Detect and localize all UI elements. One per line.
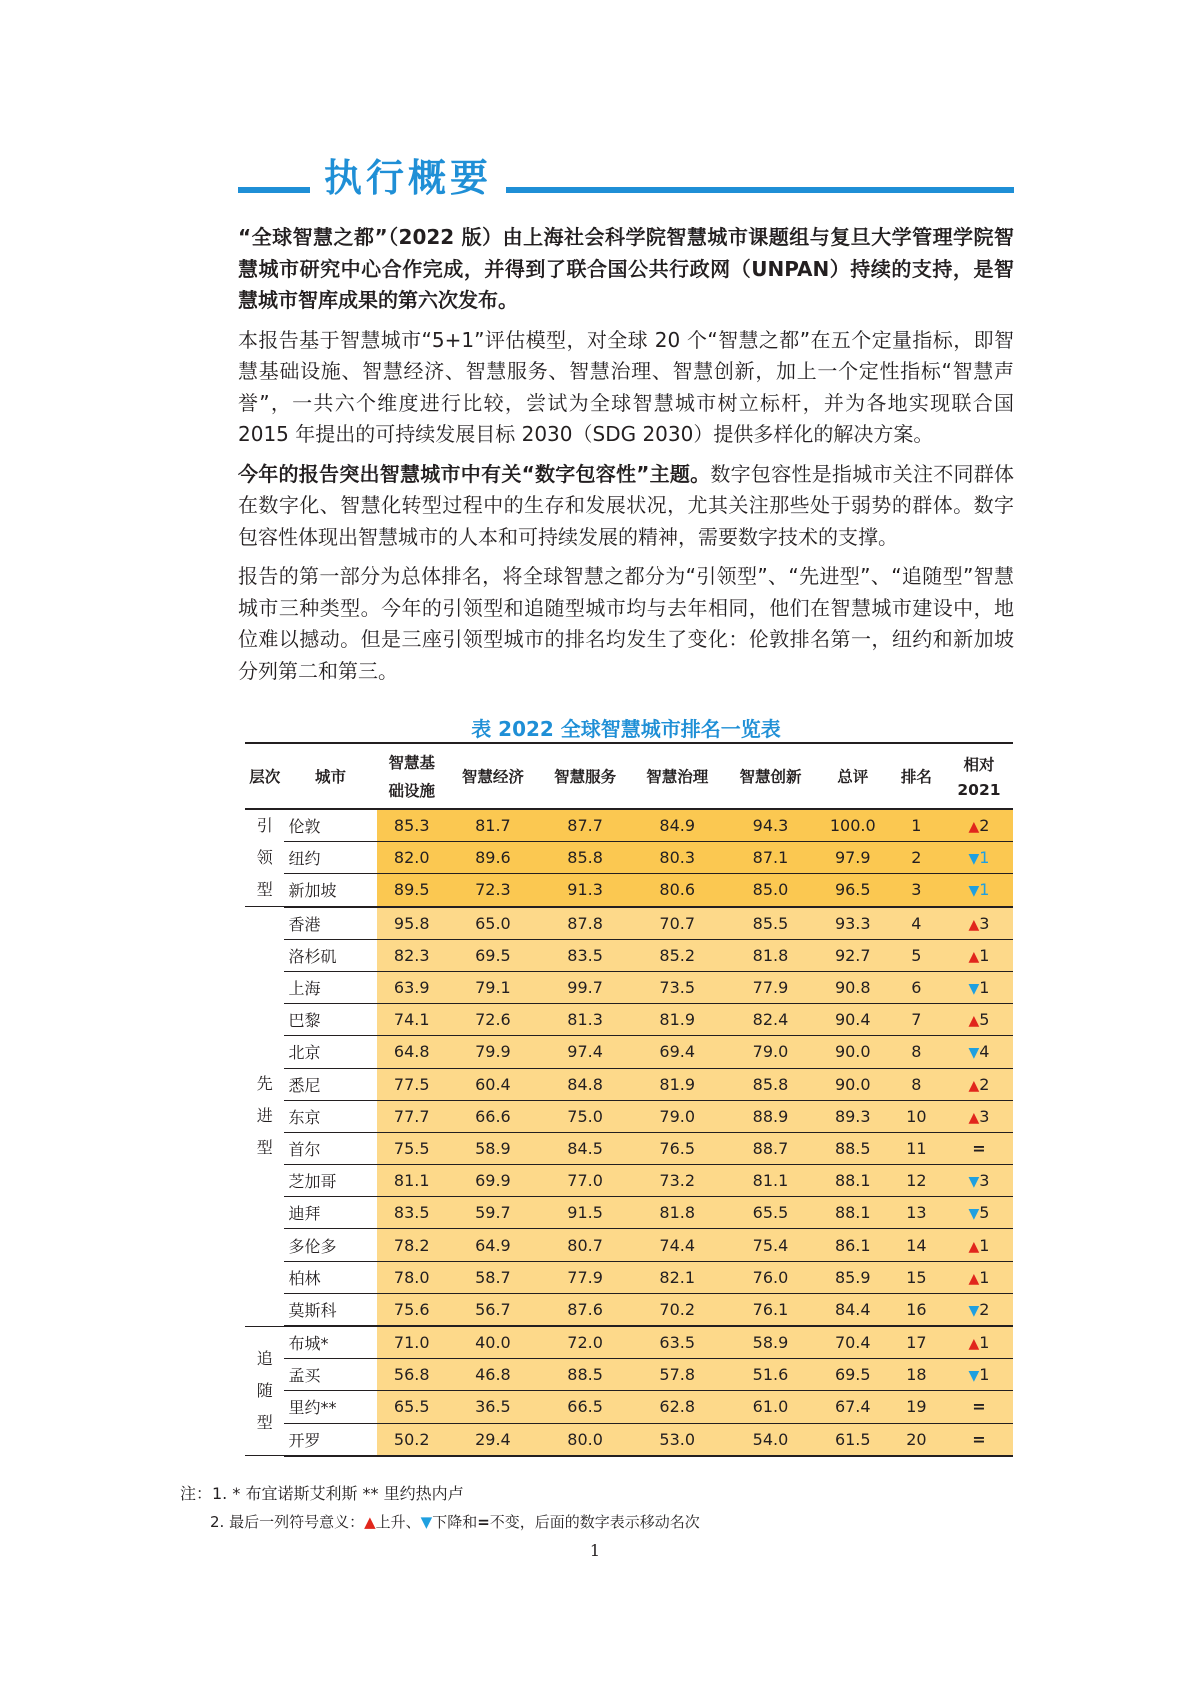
cell-service: 66.5 [539, 1391, 631, 1423]
header-rank: 排名 [888, 743, 945, 809]
cell-infra: 85.3 [377, 809, 447, 842]
cell-rank: 12 [888, 1165, 945, 1197]
paragraph-model: 本报告基于智慧城市“5+1”评估模型，对全球 20 个“智慧之都”在五个定量指标，即智慧基础设施、智慧经济、智慧服务、智慧治理、智慧创新，加上一个定性指标“智慧声誉”，一共六个维度进行比较，尝试为全球智慧城市树立标杆，并为各地实现联合国 2015 年提出的可持续发展目标 2030（SDG 2030）提供多样化的解决方案。 [238, 327, 1014, 446]
city-name: 悉尼 [284, 1068, 376, 1100]
equal-sign-icon: = [477, 1513, 490, 1531]
cell-change [945, 1004, 1013, 1036]
cell-service: 77.9 [539, 1261, 631, 1293]
table-notes [180, 1480, 700, 1536]
cell-service: 84.8 [539, 1068, 631, 1100]
city-name: 伦敦 [284, 809, 376, 842]
cell-rank: 3 [888, 874, 945, 907]
cell-governance: 79.0 [631, 1100, 723, 1132]
cell-innovation: 76.0 [723, 1261, 817, 1293]
header-infra [377, 743, 447, 809]
cell-governance: 76.5 [631, 1132, 723, 1164]
cell-innovation: 94.3 [723, 809, 817, 842]
cell-change [945, 1068, 1013, 1100]
header-relative-line2: 2021 [957, 781, 1001, 799]
cell-infra: 95.8 [377, 907, 447, 940]
change-value: 1 [979, 978, 990, 998]
city-name: 柏林 [284, 1261, 376, 1293]
cell-rank: 13 [888, 1197, 945, 1229]
cell-service: 87.8 [539, 907, 631, 940]
cell-governance: 81.8 [631, 1197, 723, 1229]
cell-governance: 85.2 [631, 939, 723, 971]
cell-innovation: 54.0 [723, 1423, 817, 1456]
up-triangle-icon: ▲ [968, 1270, 980, 1287]
table-row [245, 1229, 1013, 1261]
tier-char: 引 [256, 816, 273, 836]
table-row [245, 907, 1013, 940]
up-triangle-icon: ▲ [968, 916, 980, 933]
cell-infra: 77.5 [377, 1068, 447, 1100]
cell-innovation: 82.4 [723, 1004, 817, 1036]
cell-governance: 84.9 [631, 809, 723, 842]
cell-change [945, 1197, 1013, 1229]
header-relative-line1: 相对 [963, 756, 995, 774]
cell-economy: 81.7 [447, 809, 539, 842]
cell-economy: 40.0 [447, 1326, 539, 1359]
cell-rank: 5 [888, 939, 945, 971]
cell-infra: 75.5 [377, 1132, 447, 1164]
equal-sign-icon: = [972, 1429, 986, 1449]
cell-change [945, 1100, 1013, 1132]
cell-change [945, 1293, 1013, 1326]
cell-change [945, 1359, 1013, 1391]
cell-governance: 69.4 [631, 1036, 723, 1068]
table-row [245, 1197, 1013, 1229]
header-city: 城市 [284, 743, 376, 809]
cell-innovation: 88.7 [723, 1132, 817, 1164]
header-innovation: 智慧创新 [723, 743, 817, 809]
tier-char: 型 [256, 880, 273, 900]
note-line-2 [180, 1508, 700, 1536]
cell-total: 85.9 [818, 1261, 888, 1293]
cell-change [945, 939, 1013, 971]
cell-total: 88.1 [818, 1197, 888, 1229]
cell-rank: 14 [888, 1229, 945, 1261]
cell-rank: 8 [888, 1068, 945, 1100]
cell-total: 86.1 [818, 1229, 888, 1261]
cell-economy: 46.8 [447, 1359, 539, 1391]
summary-body [238, 222, 1014, 695]
change-value: 4 [979, 1042, 990, 1062]
cell-change [945, 1261, 1013, 1293]
up-triangle-icon: ▲ [968, 1013, 980, 1030]
tier-label-advanced [245, 907, 284, 1326]
header-economy: 智慧经济 [447, 743, 539, 809]
cell-infra: 89.5 [377, 874, 447, 907]
cell-change [945, 907, 1013, 940]
cell-total: 90.0 [818, 1036, 888, 1068]
cell-economy: 72.6 [447, 1004, 539, 1036]
cell-rank: 20 [888, 1423, 945, 1456]
cell-change [945, 1391, 1013, 1423]
change-value: 3 [979, 1171, 990, 1191]
table-row [245, 1004, 1013, 1036]
cell-service: 75.0 [539, 1100, 631, 1132]
cell-innovation: 87.1 [723, 842, 817, 874]
cell-total: 88.5 [818, 1132, 888, 1164]
table-row [245, 971, 1013, 1003]
cell-governance: 80.3 [631, 842, 723, 874]
cell-rank: 2 [888, 842, 945, 874]
cell-economy: 36.5 [447, 1391, 539, 1423]
cell-innovation: 85.5 [723, 907, 817, 940]
paragraph-ranking: 报告的第一部分为总体排名，将全球智慧之都分为“引领型”、“先进型”、“追随型”智慧城市三种类型。今年的引领型和追随型城市均与去年相同，他们在智慧城市建设中，地位难以撼动。但是三座引领型城市的排名均发生了变化：伦敦排名第一，纽约和新加坡分列第二和第三。 [238, 564, 1014, 683]
down-triangle-icon: ▼ [968, 1174, 980, 1191]
cell-infra: 77.7 [377, 1100, 447, 1132]
table-row [245, 1423, 1013, 1456]
cell-rank: 1 [888, 809, 945, 842]
cell-total: 90.4 [818, 1004, 888, 1036]
cell-infra: 82.0 [377, 842, 447, 874]
cell-economy: 64.9 [447, 1229, 539, 1261]
city-name: 北京 [284, 1036, 376, 1068]
change-value: 1 [979, 1235, 990, 1255]
up-triangle-icon: ▲ [968, 1238, 980, 1255]
page-number: 1 [589, 1541, 601, 1560]
down-triangle-icon: ▼ [968, 981, 980, 998]
table-row [245, 1326, 1013, 1359]
cell-total: 89.3 [818, 1100, 888, 1132]
city-name: 纽约 [284, 842, 376, 874]
cell-service: 80.7 [539, 1229, 631, 1261]
cell-rank: 15 [888, 1261, 945, 1293]
cell-economy: 72.3 [447, 874, 539, 907]
cell-infra: 65.5 [377, 1391, 447, 1423]
up-triangle-icon: ▲ [968, 1336, 980, 1353]
cell-change [945, 1423, 1013, 1456]
cell-infra: 78.0 [377, 1261, 447, 1293]
cell-rank: 17 [888, 1326, 945, 1359]
down-triangle-icon: ▼ [968, 1302, 980, 1319]
cell-service: 85.8 [539, 842, 631, 874]
cell-change [945, 1326, 1013, 1359]
cell-total: 97.9 [818, 842, 888, 874]
cell-service: 83.5 [539, 939, 631, 971]
up-triangle-icon: ▲ [364, 1513, 376, 1531]
city-name: 香港 [284, 907, 376, 940]
tier-char: 型 [256, 1138, 273, 1158]
cell-rank: 10 [888, 1100, 945, 1132]
cell-service: 91.3 [539, 874, 631, 907]
cell-innovation: 79.0 [723, 1036, 817, 1068]
cell-total: 88.1 [818, 1165, 888, 1197]
cell-change [945, 842, 1013, 874]
cell-innovation: 65.5 [723, 1197, 817, 1229]
note-legend-prefix: 2. 最后一列符号意义： [210, 1513, 365, 1531]
table-row [245, 1391, 1013, 1423]
change-value: 1 [979, 945, 990, 965]
cell-total: 84.4 [818, 1293, 888, 1326]
table-row [245, 1293, 1013, 1326]
tier-char: 先 [256, 1074, 273, 1094]
cell-infra: 75.6 [377, 1293, 447, 1326]
change-value: 2 [979, 816, 990, 836]
cell-change [945, 1229, 1013, 1261]
table-row [245, 1036, 1013, 1068]
cell-economy: 59.7 [447, 1197, 539, 1229]
up-triangle-icon: ▲ [968, 948, 980, 965]
cell-governance: 57.8 [631, 1359, 723, 1391]
ranking-table [245, 742, 1013, 1457]
down-triangle-icon: ▼ [968, 883, 980, 900]
table-row [245, 939, 1013, 971]
city-name: 孟买 [284, 1359, 376, 1391]
change-value: 3 [979, 1106, 990, 1126]
table-row [245, 809, 1013, 842]
table-row [245, 842, 1013, 874]
cell-infra: 63.9 [377, 971, 447, 1003]
note-line-1: 注：1. * 布宜诺斯艾利斯 ** 里约热内卢 [180, 1484, 464, 1503]
header-relative [945, 743, 1013, 809]
cell-total: 92.7 [818, 939, 888, 971]
cell-infra: 81.1 [377, 1165, 447, 1197]
change-value: 1 [979, 1267, 990, 1287]
table-row [245, 1100, 1013, 1132]
paragraph-intro: “全球智慧之都”（2022 版）由上海社会科学院智慧城市课题组与复旦大学管理学院智慧城市研究中心合作完成，并得到了联合国公共行政网（UNPAN）持续的支持，是智慧城市智库成果的第六次发布。 [238, 225, 1014, 312]
cell-economy: 29.4 [447, 1423, 539, 1456]
cell-economy: 65.0 [447, 907, 539, 940]
cell-infra: 83.5 [377, 1197, 447, 1229]
cell-economy: 69.5 [447, 939, 539, 971]
cell-governance: 53.0 [631, 1423, 723, 1456]
city-name: 开罗 [284, 1423, 376, 1456]
cell-infra: 50.2 [377, 1423, 447, 1456]
cell-service: 80.0 [539, 1423, 631, 1456]
city-name: 里约** [284, 1391, 376, 1423]
cell-rank: 4 [888, 907, 945, 940]
cell-total: 90.0 [818, 1068, 888, 1100]
cell-governance: 73.5 [631, 971, 723, 1003]
title-rule-right [506, 187, 1014, 193]
cell-economy: 60.4 [447, 1068, 539, 1100]
city-name: 东京 [284, 1100, 376, 1132]
cell-governance: 70.7 [631, 907, 723, 940]
cell-governance: 81.9 [631, 1004, 723, 1036]
cell-total: 90.8 [818, 971, 888, 1003]
cell-rank: 7 [888, 1004, 945, 1036]
note-up-text: 上升、 [375, 1513, 421, 1531]
table-row [245, 1261, 1013, 1293]
cell-rank: 19 [888, 1391, 945, 1423]
cell-governance: 62.8 [631, 1391, 723, 1423]
down-triangle-icon: ▼ [968, 1045, 980, 1062]
cell-change [945, 1132, 1013, 1164]
cell-change [945, 874, 1013, 907]
cell-economy: 58.9 [447, 1132, 539, 1164]
equal-sign-icon: = [972, 1138, 986, 1158]
up-triangle-icon: ▲ [968, 819, 980, 836]
table-row [245, 1359, 1013, 1391]
change-value: 1 [979, 848, 990, 868]
cell-economy: 79.9 [447, 1036, 539, 1068]
header-service: 智慧服务 [539, 743, 631, 809]
cell-service: 91.5 [539, 1197, 631, 1229]
table-header-row [245, 743, 1013, 809]
cell-economy: 89.6 [447, 842, 539, 874]
equal-sign-icon: = [972, 1397, 986, 1417]
cell-economy: 69.9 [447, 1165, 539, 1197]
city-name: 布城* [284, 1326, 376, 1359]
cell-service: 99.7 [539, 971, 631, 1003]
cell-economy: 79.1 [447, 971, 539, 1003]
table-caption: 表 2022 全球智慧城市排名一览表 [471, 717, 781, 741]
city-name: 迪拜 [284, 1197, 376, 1229]
city-name: 上海 [284, 971, 376, 1003]
tier-char: 领 [256, 848, 273, 868]
cell-economy: 58.7 [447, 1261, 539, 1293]
note-equal-text: 不变，后面的数字表示移动名次 [489, 1513, 700, 1531]
cell-innovation: 58.9 [723, 1326, 817, 1359]
cell-rank: 16 [888, 1293, 945, 1326]
cell-total: 96.5 [818, 874, 888, 907]
tier-label-follow [245, 1326, 284, 1456]
city-name: 新加坡 [284, 874, 376, 907]
tier-char: 进 [256, 1106, 273, 1126]
cell-innovation: 51.6 [723, 1359, 817, 1391]
table-row [245, 1068, 1013, 1100]
header-infra-line1: 智慧基 [388, 754, 435, 772]
up-triangle-icon: ▲ [968, 1109, 980, 1126]
change-value: 1 [979, 1333, 990, 1353]
cell-service: 87.6 [539, 1293, 631, 1326]
cell-service: 77.0 [539, 1165, 631, 1197]
city-name: 多伦多 [284, 1229, 376, 1261]
header-governance: 智慧治理 [631, 743, 723, 809]
section-title-row [238, 150, 1014, 210]
cell-total: 93.3 [818, 907, 888, 940]
up-triangle-icon: ▲ [968, 1077, 980, 1094]
down-triangle-icon: ▼ [968, 851, 980, 868]
title-rule-left [238, 187, 310, 193]
cell-total: 61.5 [818, 1423, 888, 1456]
city-name: 首尔 [284, 1132, 376, 1164]
cell-total: 70.4 [818, 1326, 888, 1359]
paragraph-inclusion-rest: 数字包容性是指城市关注不同群体在数字化、智慧化转型过程中的生存和发展状况，尤其关注那些处于弱势的群体。数字包容性体现出智慧城市的人本和可持续发展的精神，需要数字技术的支撑。 [238, 461, 1014, 549]
cell-infra: 82.3 [377, 939, 447, 971]
cell-service: 88.5 [539, 1359, 631, 1391]
tier-char: 随 [256, 1380, 273, 1400]
change-value: 1 [979, 880, 990, 900]
cell-innovation: 61.0 [723, 1391, 817, 1423]
cell-innovation: 81.8 [723, 939, 817, 971]
cell-innovation: 76.1 [723, 1293, 817, 1326]
down-triangle-icon: ▼ [968, 1368, 980, 1385]
down-triangle-icon: ▼ [968, 1206, 980, 1223]
cell-service: 87.7 [539, 809, 631, 842]
cell-change [945, 1036, 1013, 1068]
city-name: 芝加哥 [284, 1165, 376, 1197]
cell-governance: 74.4 [631, 1229, 723, 1261]
cell-total: 100.0 [818, 809, 888, 842]
page-title: 执行概要 [324, 156, 493, 200]
cell-service: 81.3 [539, 1004, 631, 1036]
cell-innovation: 75.4 [723, 1229, 817, 1261]
paragraph-inclusion [238, 459, 1014, 554]
cell-innovation: 85.0 [723, 874, 817, 907]
cell-innovation: 85.8 [723, 1068, 817, 1100]
change-value: 1 [979, 1365, 990, 1385]
tier-char: 型 [256, 1412, 273, 1432]
change-value: 5 [979, 1203, 990, 1223]
tier-label-lead [245, 809, 284, 907]
header-total: 总评 [818, 743, 888, 809]
cell-governance: 82.1 [631, 1261, 723, 1293]
cell-innovation: 88.9 [723, 1100, 817, 1132]
cell-change [945, 809, 1013, 842]
cell-governance: 81.9 [631, 1068, 723, 1100]
change-value: 2 [979, 1299, 990, 1319]
cell-service: 72.0 [539, 1326, 631, 1359]
cell-economy: 66.6 [447, 1100, 539, 1132]
city-name: 洛杉矶 [284, 939, 376, 971]
cell-change [945, 1165, 1013, 1197]
table-row [245, 874, 1013, 907]
tier-char: 追 [256, 1348, 273, 1368]
cell-innovation: 77.9 [723, 971, 817, 1003]
cell-infra: 64.8 [377, 1036, 447, 1068]
cell-change [945, 971, 1013, 1003]
city-name: 莫斯科 [284, 1293, 376, 1326]
change-value: 5 [979, 1010, 990, 1030]
cell-service: 84.5 [539, 1132, 631, 1164]
cell-infra: 78.2 [377, 1229, 447, 1261]
cell-governance: 70.2 [631, 1293, 723, 1326]
cell-governance: 80.6 [631, 874, 723, 907]
cell-total: 69.5 [818, 1359, 888, 1391]
cell-rank: 11 [888, 1132, 945, 1164]
cell-economy: 56.7 [447, 1293, 539, 1326]
cell-service: 97.4 [539, 1036, 631, 1068]
cell-infra: 74.1 [377, 1004, 447, 1036]
cell-total: 67.4 [818, 1391, 888, 1423]
cell-infra: 71.0 [377, 1326, 447, 1359]
cell-rank: 18 [888, 1359, 945, 1391]
table-row [245, 1165, 1013, 1197]
cell-governance: 73.2 [631, 1165, 723, 1197]
cell-infra: 56.8 [377, 1359, 447, 1391]
down-triangle-icon: ▼ [420, 1513, 433, 1531]
note-down-text: 下降和 [432, 1513, 478, 1531]
header-tier: 层次 [245, 743, 284, 809]
cell-innovation: 81.1 [723, 1165, 817, 1197]
change-value: 3 [979, 913, 990, 933]
city-name: 巴黎 [284, 1004, 376, 1036]
cell-rank: 6 [888, 971, 945, 1003]
cell-rank: 8 [888, 1036, 945, 1068]
cell-governance: 63.5 [631, 1326, 723, 1359]
header-infra-line2: 础设施 [388, 782, 435, 800]
change-value: 2 [979, 1074, 990, 1094]
paragraph-inclusion-lead: 今年的报告突出智慧城市中有关“数字包容性”主题。 [238, 461, 711, 486]
table-row [245, 1132, 1013, 1164]
